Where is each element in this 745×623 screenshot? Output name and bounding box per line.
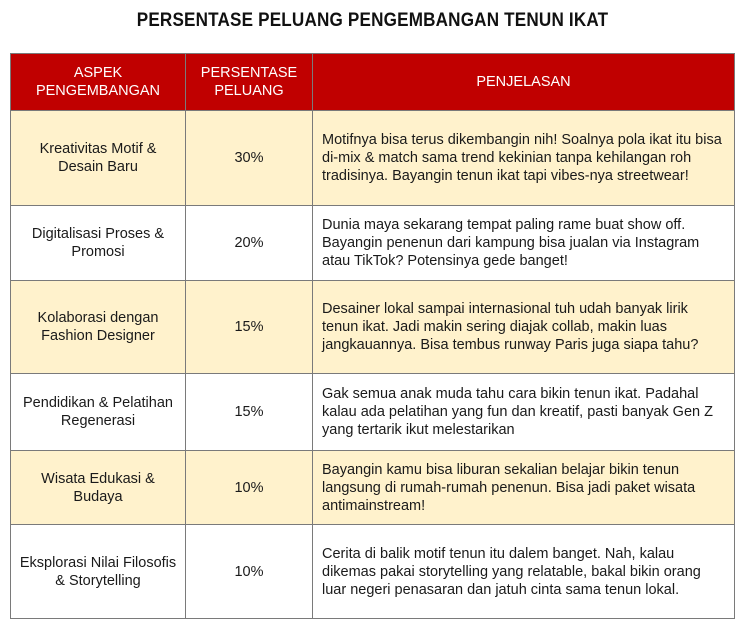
explanation-cell: Dunia maya sekarang tempat paling rame buat show off. Bayangin penenun dari kampung bisa jualan via Instagram atau TikTok? Potensinya gede banget! (313, 206, 735, 281)
explanation-cell: Bayangin kamu bisa liburan sekalian belajar bikin tenun langsung di rumah-rumah penenun. Bisa jadi paket wisata antimainstream! (313, 451, 735, 525)
table-row (11, 374, 735, 451)
opportunity-table (10, 53, 735, 619)
table-header-row (11, 54, 735, 111)
explanation-cell: Cerita di balik motif tenun itu dalem banget. Nah, kalau dikemas pakai storytelling yang relatable, bakal bikin orang luar negeri penasaran dan jatuh cinta sama tenun lokal. (313, 525, 735, 619)
table-row (11, 111, 735, 206)
table-row (11, 206, 735, 281)
header-explanation: PENJELASAN (313, 54, 735, 111)
percentage-cell: 10% (186, 451, 313, 525)
explanation-cell: Gak semua anak muda tahu cara bikin tenun ikat. Padahal kalau ada pelatihan yang fun dan kreatif, pasti banyak Gen Z yang tertarik ikut melestarikan (313, 374, 735, 451)
table-row (11, 451, 735, 525)
explanation-cell: Motifnya bisa terus dikembangin nih! Soalnya pola ikat itu bisa di-mix & match sama trend kekinian tanpa kehilangan roh tradisinya. Bayangin tenun ikat tapi vibes-nya streetwear! (313, 111, 735, 206)
percentage-cell: 15% (186, 281, 313, 374)
aspect-cell: Pendidikan & Pelatihan Regenerasi (11, 374, 186, 451)
percentage-cell: 30% (186, 111, 313, 206)
percentage-cell: 20% (186, 206, 313, 281)
aspect-cell: Kreativitas Motif & Desain Baru (11, 111, 186, 206)
header-aspect: ASPEK PENGEMBANGAN (11, 54, 186, 111)
page-title: PERSENTASE PELUANG PENGEMBANGAN TENUN IKAT (136, 10, 609, 31)
header-percentage: PERSENTASE PELUANG (186, 54, 313, 111)
aspect-cell: Kolaborasi dengan Fashion Designer (11, 281, 186, 374)
aspect-cell: Wisata Edukasi & Budaya (11, 451, 186, 525)
aspect-cell: Digitalisasi Proses & Promosi (11, 206, 186, 281)
aspect-cell: Eksplorasi Nilai Filosofis & Storytelling (11, 525, 186, 619)
explanation-cell: Desainer lokal sampai internasional tuh udah banyak lirik tenun ikat. Jadi makin sering diajak collab, makin luas jangkauannya. Bisa tembus runway Paris juga siapa tahu? (313, 281, 735, 374)
percentage-cell: 15% (186, 374, 313, 451)
percentage-cell: 10% (186, 525, 313, 619)
table-row (11, 525, 735, 619)
table-row (11, 281, 735, 374)
